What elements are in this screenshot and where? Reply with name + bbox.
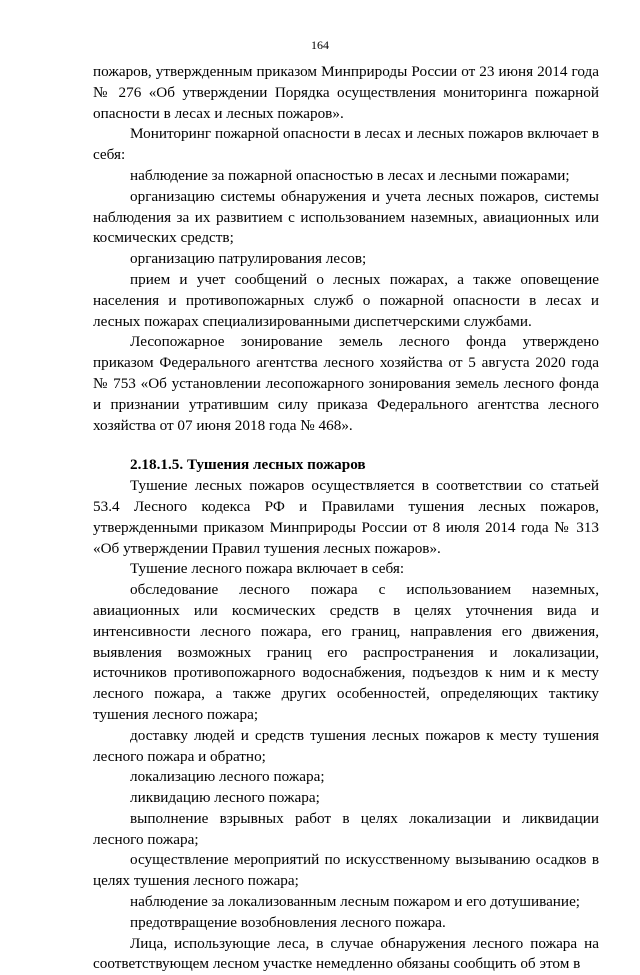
section-after — [93, 476, 599, 975]
paragraph: организацию системы обнаружения и учета лесных пожаров, системы наблюдения за их развитием с использованием наземных, авиационных или космических средств; — [93, 187, 599, 247]
paragraph: осуществление мероприятий по искусственному вызыванию осадков в целях тушения лесного пожара; — [93, 851, 599, 890]
paragraph: Лесопожарное зонирование земель лесного фонда утверждено приказом Федерального агентства лесного хозяйства от 5 августа 2020 года № 753 «Об установлении лесопожарного зонирования земель лесного фонда и признании утратившим силу приказа Федерального агентства лесного хозяйства от 07 июня 2018 года № 468». — [93, 333, 599, 434]
paragraph: Тушение лесного пожара включает в себя: — [130, 560, 405, 578]
paragraph: локализацию лесного пожара; — [130, 768, 325, 786]
paragraph: выполнение взрывных работ в целях локализации и ликвидации лесного пожара; — [93, 809, 599, 848]
paragraph: пожаров, утвержденным приказом Минприроды России от 23 июня 2014 года № 276 «Об утверждении Порядка осуществления мониторинга пожарной опасности в лесах и лесных пожаров». — [93, 63, 599, 122]
paragraph: прием и учет сообщений о лесных пожарах, а также оповещение населения и противопожарных служб о пожарной опасности в лесах и лесных пожарах специализированными диспетчерскими службами. — [93, 270, 599, 330]
section-heading: 2.18.1.5. Тушения лесных пожаров — [130, 456, 366, 474]
paragraph: наблюдение за пожарной опасностью в лесах и лесными пожарами; — [130, 166, 570, 184]
paragraph: доставку людей и средств тушения лесных пожаров к месту тушения лесного пожара и обратно; — [93, 726, 599, 765]
paragraph: Тушение лесных пожаров осуществляется в соответствии со статьей 53.4 Лесного кодекса РФ и Правилами тушения лесных пожаров, утвержденными приказом Минприроды России от 8 июля 2014 года № 313 «Об утверждении Правил тушения лесных пожаров». — [93, 477, 599, 557]
paragraph: Мониторинг пожарной опасности в лесах и лесных пожаров включает в себя: — [93, 125, 599, 164]
section-before — [93, 62, 599, 436]
paragraph: наблюдение за локализованным лесным пожаром и его дотушивание; — [130, 893, 581, 911]
paragraph: ликвидацию лесного пожара; — [130, 789, 320, 807]
paragraph: Лица, использующие леса, в случае обнаружения лесного пожара на соответствующем лесном участке немедленно обязаны сообщить об этом в — [93, 934, 599, 973]
page-number: 164 — [311, 38, 329, 52]
document-body — [93, 62, 599, 975]
paragraph: обследование лесного пожара с использованием наземных, авиационных или космических средств в целях уточнения вида и интенсивности лесного пожара, его границ, направления его движения, выявления возможных границ его распространения и локализации, источников противопожарного водоснабжения, подъездов к ним и к месту лесного пожара, а также других особенностей, определяющих тактику тушения лесного пожара; — [93, 581, 599, 723]
paragraph: предотвращение возобновления лесного пожара. — [130, 913, 446, 931]
paragraph: организацию патрулирования лесов; — [130, 250, 367, 268]
